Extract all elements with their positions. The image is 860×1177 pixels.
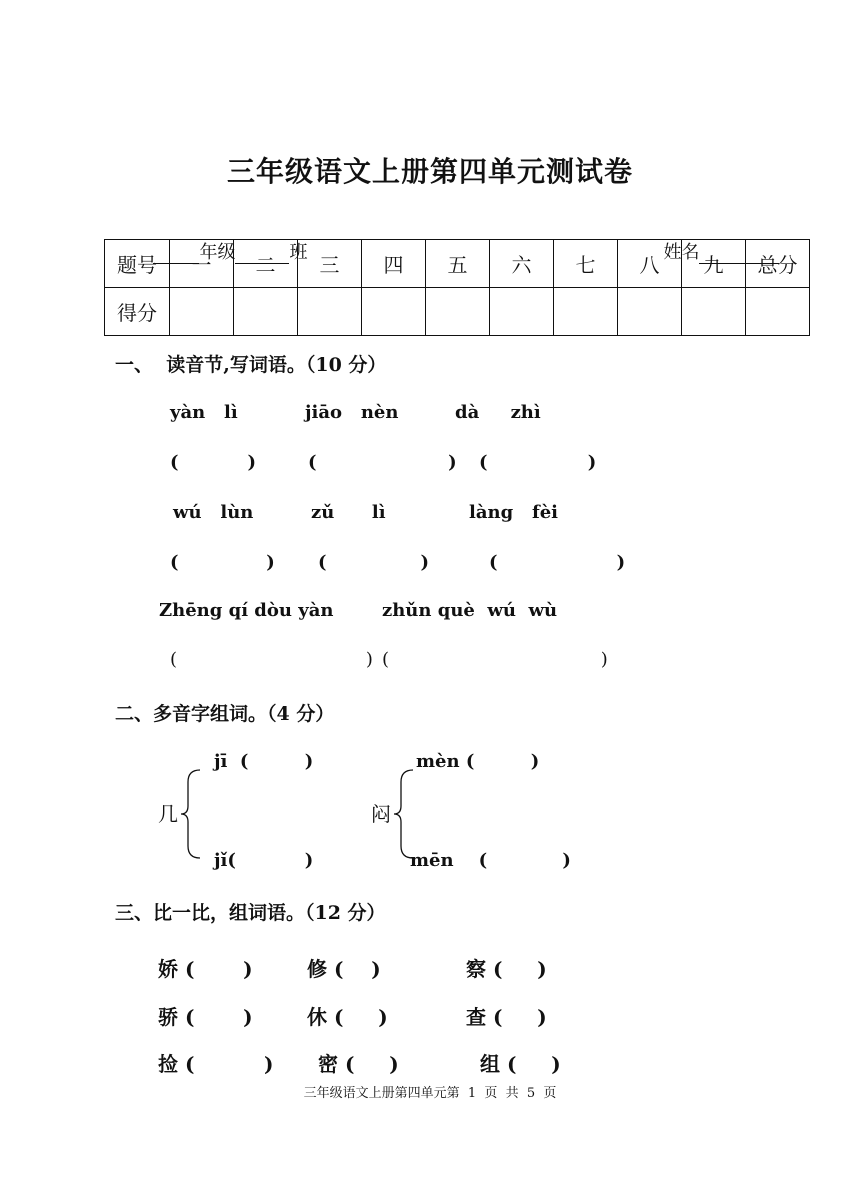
answer-blank[interactable]: ( ) — [170, 452, 256, 473]
score-input-cell[interactable] — [682, 288, 746, 336]
page-footer: 三年级语文上册第四单元第 1 页 共 5 页 — [303, 1086, 557, 1101]
table-cell: 一 — [170, 240, 234, 288]
page-title: 三年级语文上册第四单元测试卷 — [226, 155, 633, 188]
answer-blank[interactable]: ( ) — [489, 552, 626, 573]
answer-blank[interactable]: ( ) — [170, 649, 373, 670]
table-cell: 题号 — [105, 240, 170, 288]
table-cell: 五 — [426, 240, 490, 288]
table-cell: 得分 — [105, 288, 170, 336]
compare-item: 组 ( ) — [480, 1052, 561, 1076]
polyphone-item: jī ( ) — [214, 751, 314, 772]
table-cell: 总分 — [746, 240, 810, 288]
answer-blank[interactable]: ( ) — [479, 452, 597, 473]
score-table — [104, 239, 810, 336]
polyphone-item: mèn ( ) — [416, 751, 540, 772]
table-cell: 二 — [234, 240, 298, 288]
compare-item: 娇 ( ) — [158, 957, 253, 981]
score-input-cell[interactable] — [746, 288, 810, 336]
class-label: 班 — [289, 242, 308, 263]
pinyin-item: yàn lì — [170, 402, 238, 423]
pinyin-item: zǔ lì — [311, 502, 386, 523]
table-row — [105, 240, 810, 288]
answer-blank[interactable]: ( ) — [170, 552, 275, 573]
score-input-cell[interactable] — [490, 288, 554, 336]
score-input-cell[interactable] — [618, 288, 682, 336]
grade-label: 年级 — [199, 242, 236, 263]
brace-icon — [180, 768, 202, 860]
compare-item: 捡 ( ) — [158, 1052, 274, 1076]
pinyin-item: Zhēng qí dòu yàn — [159, 600, 334, 621]
table-cell: 四 — [362, 240, 426, 288]
table-cell: 六 — [490, 240, 554, 288]
name-label: 姓名 — [663, 242, 700, 263]
section2-heading: 二、多音字组词。（4 分） — [115, 703, 335, 725]
table-cell: 七 — [554, 240, 618, 288]
compare-item: 修 ( ) — [307, 957, 381, 981]
score-input-cell[interactable] — [234, 288, 298, 336]
polyphone-char: 几 — [158, 802, 178, 826]
table-cell: 三 — [298, 240, 362, 288]
polyphone-item: mēn ( ) — [410, 850, 571, 871]
pinyin-item: wú lùn — [173, 502, 254, 523]
compare-item: 查 ( ) — [466, 1005, 547, 1029]
compare-item: 骄 ( ) — [158, 1005, 253, 1029]
table-cell: 八 — [618, 240, 682, 288]
answer-blank[interactable]: ( ) — [318, 552, 430, 573]
answer-blank[interactable]: ( ) — [382, 649, 608, 670]
score-input-cell[interactable] — [426, 288, 490, 336]
table-row — [105, 288, 810, 336]
pinyin-item: jiāo nèn — [305, 402, 399, 423]
compare-item: 休 ( ) — [307, 1005, 388, 1029]
pinyin-item: dà zhì — [455, 402, 541, 423]
answer-blank[interactable]: ( ) — [308, 452, 457, 473]
polyphone-item: jǐ( ) — [214, 850, 314, 871]
section3-heading: 三、比一比，组词语。（12 分） — [115, 902, 386, 924]
brace-icon — [393, 768, 415, 860]
pinyin-item: zhǔn què wú wù — [382, 600, 558, 621]
table-cell: 九 — [682, 240, 746, 288]
score-input-cell[interactable] — [170, 288, 234, 336]
polyphone-char: 闷 — [371, 802, 391, 826]
score-input-cell[interactable] — [554, 288, 618, 336]
score-input-cell[interactable] — [362, 288, 426, 336]
compare-item: 密 ( ) — [318, 1052, 399, 1076]
section1-heading: 一、 读音节,写词语。（10 分） — [115, 354, 387, 376]
score-input-cell[interactable] — [298, 288, 362, 336]
compare-item: 察 ( ) — [466, 957, 547, 981]
pinyin-item: làng fèi — [469, 502, 559, 523]
